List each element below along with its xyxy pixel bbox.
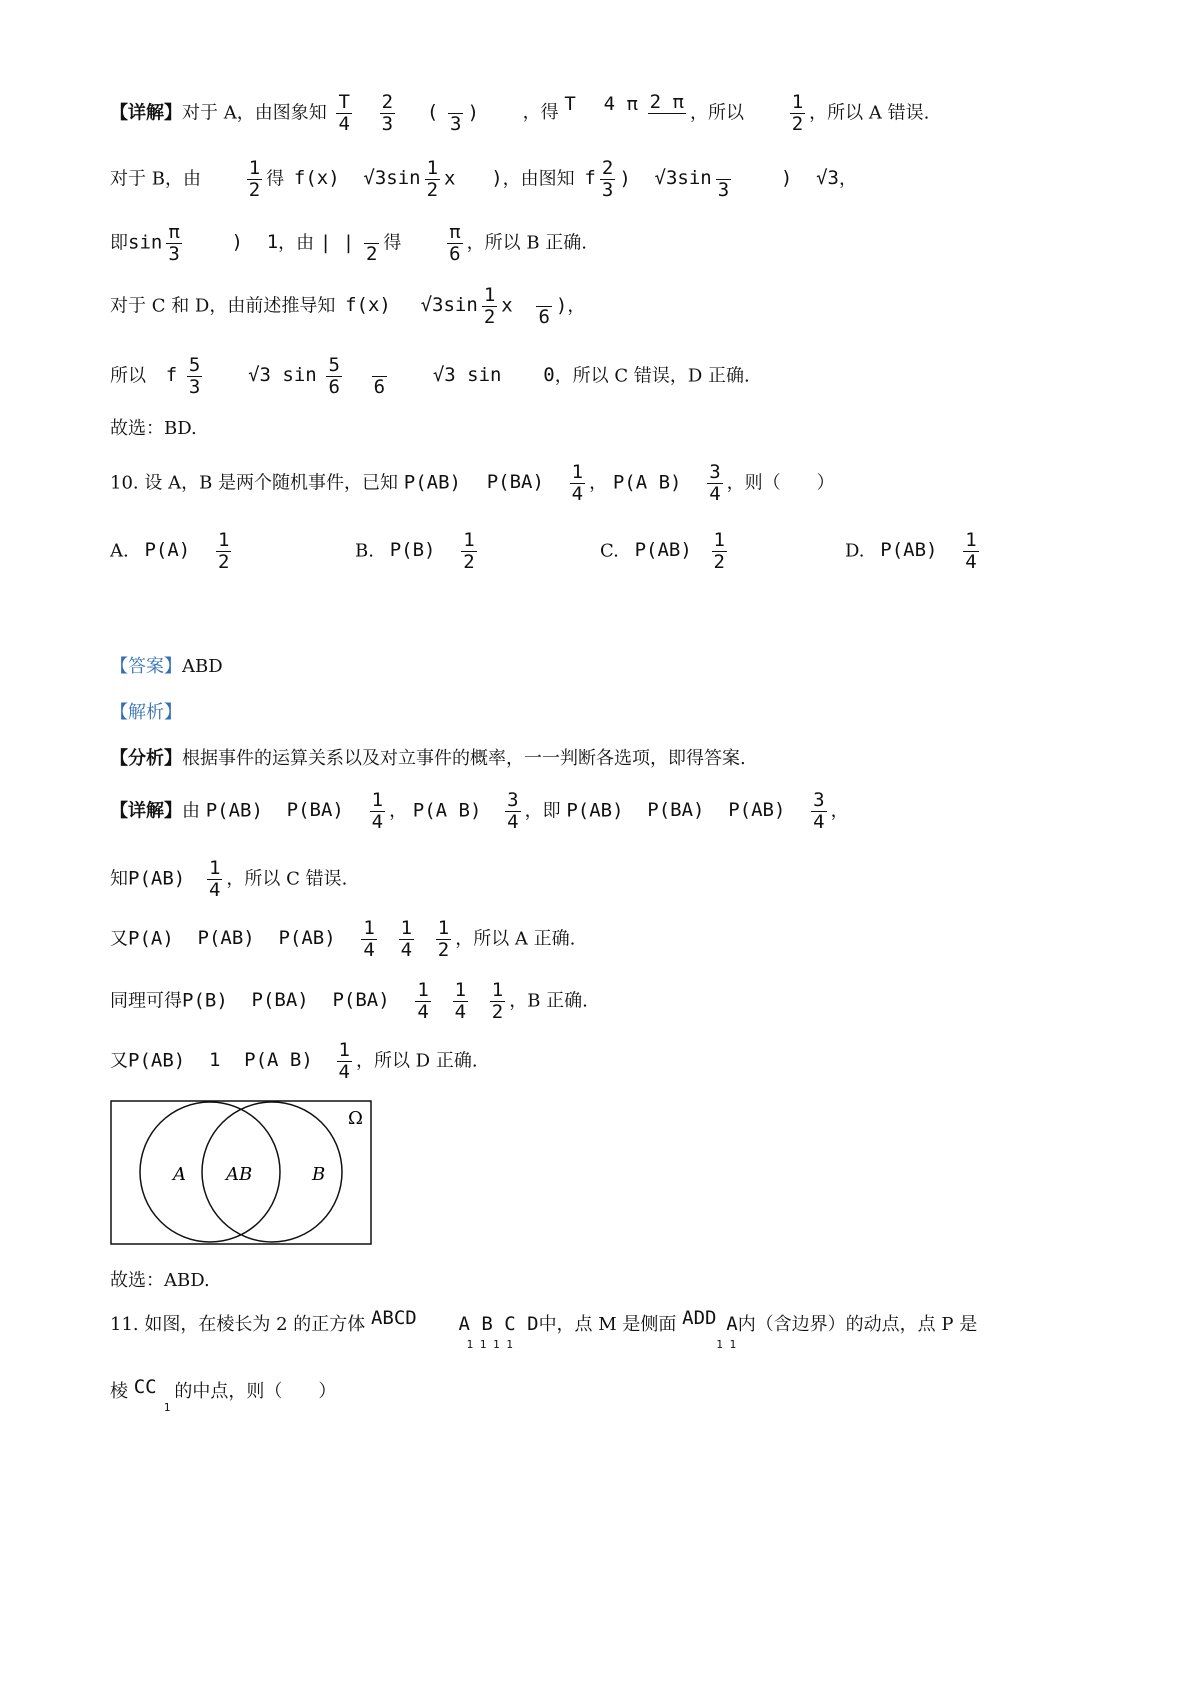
text: 所以 (110, 365, 146, 387)
number: 1 (266, 231, 279, 254)
option-c[interactable]: C. P(AB) $\frac{1}{2}$ (600, 529, 725, 573)
text: ，所以 C 错误，D 正确. (554, 365, 750, 387)
paren: ) (231, 231, 243, 254)
paren: ) (780, 167, 793, 190)
omega-label: Ω (348, 1108, 363, 1129)
expr: √3 (816, 167, 839, 190)
expr: 4 π (603, 93, 638, 116)
detail-tag: 【详解】 (110, 102, 182, 124)
var: f (584, 167, 596, 190)
text: ， (567, 295, 586, 317)
var: x (444, 167, 456, 190)
venn-diagram (110, 1100, 372, 1245)
fraction: $\frac{1}{4}$ (363, 917, 375, 961)
label-ab: AB (226, 1164, 253, 1185)
fraction: $\frac{1}{2}$ (713, 529, 725, 573)
expr: √3 sin (432, 364, 502, 387)
answer-value: ABD (182, 656, 223, 677)
var: f (165, 364, 178, 387)
detail-line-3 (110, 222, 587, 265)
same-line: 同理可得P(B) P(BA) P(BA) $\frac{1}{4}$ $\frac{1}{4}$ $\frac{1}{2}$ ，B 正确. (110, 979, 588, 1023)
fraction: $\frac{1}{2}$ (437, 917, 450, 961)
paren: ) (555, 294, 568, 317)
fraction: $\frac{2}{3}$ (381, 91, 394, 135)
expr: P(A B) (612, 471, 682, 494)
fraction: $\frac{5}{6}$ (328, 354, 340, 398)
fraction: $\frac{1}{4}$ (571, 461, 584, 505)
fraction: $\frac{T}{4}$ (338, 91, 350, 135)
expr: √3sin (420, 294, 478, 317)
fraction: $\frac{1}{2}$ (248, 157, 261, 201)
question-11-cont: 棱 CC 1 的中点，则（ ） (110, 1376, 337, 1414)
detail2-line: 【详解】由 P(AB) P(BA) $\frac{1}{4}$ ， P(A B) $\frac{3}{4}$ ，即 P(AB) P(BA) P(AB) $\frac{3}{4}$ ， (110, 789, 849, 833)
text: 对于 C 和 D，由前述推导知 (110, 295, 336, 317)
fraction: $\frac{1}{2}$ (463, 529, 475, 573)
choose-abd: 故选：ABD. (110, 1270, 210, 1291)
text: ，所以 B 正确. (466, 232, 587, 254)
analysis-tag: 【解析】 (110, 702, 182, 723)
fraction: 2 (364, 222, 379, 265)
paren: ) (491, 167, 503, 190)
label-b: B (312, 1164, 326, 1185)
detail-line-4 (110, 285, 585, 328)
expr: P(AB) (403, 471, 461, 494)
text: ，所以 A 错误. (809, 102, 930, 124)
paren: ( (426, 101, 439, 124)
again2-line: 又P(AB) 1 P(A B) $\frac{1}{4}$ ，所以 D 正确. (110, 1039, 478, 1083)
abs-bars: | | (319, 231, 355, 254)
fraction: $\frac{1}{4}$ (400, 917, 413, 961)
text: ，则（ ） (726, 472, 835, 494)
expr: sin (128, 231, 163, 254)
fraction: 3 (716, 158, 731, 201)
question-10: 10. 设 A，B 是两个随机事件，已知 P(AB) P(BA) $\frac{1}{4}$ ， P(A B) $\frac{3}{4}$ ，则（ ） (110, 461, 835, 505)
expr: f(x) (293, 167, 340, 190)
var: T (564, 93, 576, 116)
detail-line-5 (110, 355, 750, 398)
fraction: $\frac{2}{3}$ (601, 157, 614, 201)
fraction: $\frac{1}{4}$ (208, 857, 221, 901)
paren: ) (467, 101, 479, 124)
fraction: $\frac{3}{4}$ (709, 461, 721, 505)
expr: √3sin (654, 167, 712, 190)
question-11: 11. 如图，在棱长为 2 的正方体 ABCD A B C D 1 1 1 1 中，点 M 是侧面 ADD A 1 1 内（含边界）的动点，点 P 是 (110, 1307, 978, 1351)
fraction: $\frac{1}{2}$ (217, 529, 230, 573)
fraction: 6 (372, 355, 387, 398)
text: ，由图知 (502, 168, 575, 190)
expr: P(BA) (486, 471, 544, 494)
fraction: 3 (448, 92, 463, 135)
text: ，所以 (689, 102, 744, 124)
text: ，得 (522, 102, 559, 124)
fraction: 2 π (649, 91, 684, 113)
option-b[interactable]: B. P(B) $\frac{1}{2}$ (355, 529, 475, 573)
fraction: $\frac{5}{3}$ (188, 354, 201, 398)
fraction: $\frac{1}{4}$ (965, 529, 977, 573)
choose-bd: 故选：BD. (110, 418, 197, 439)
answer-line (110, 658, 223, 676)
text: ， (838, 168, 857, 190)
circle-a (140, 1102, 280, 1242)
fraction: $\frac{1}{4}$ (417, 979, 429, 1023)
fraction: 6 (536, 285, 551, 328)
expr: √3 sin (248, 364, 317, 387)
analysis-line: 【分析】根据事件的运算关系以及对立事件的概率，一一判断各选项，即得答案. (110, 748, 746, 769)
text: ，由 (278, 232, 315, 254)
text: 对于 A，由图象知 (182, 102, 327, 124)
again1-line: 又P(A) P(AB) P(AB) $\frac{1}{4}$ $\frac{1}{4}$ $\frac{1}{2}$ ，所以 A 正确. (110, 917, 576, 961)
label-a: A (173, 1164, 186, 1185)
fraction: $\frac{1}{2}$ (483, 284, 496, 328)
paren: ) (619, 167, 631, 190)
fraction: $\frac{3}{4}$ (813, 789, 825, 833)
option-a[interactable]: A. P(A) $\frac{1}{2}$ (110, 529, 230, 573)
fraction: $\frac{\pi}{6}$ (449, 221, 461, 265)
fraction: $\frac{1}{4}$ (371, 789, 384, 833)
text: 即 (110, 232, 128, 254)
answer-tag: 【答案】 (110, 656, 182, 677)
text: 得 (383, 232, 402, 254)
detail-line-1 (110, 92, 929, 135)
number: 0 (543, 364, 555, 387)
text: 对于 B，由 (110, 168, 201, 190)
option-d[interactable]: D. P(AB) $\frac{1}{4}$ (845, 529, 977, 573)
fraction: $\frac{1}{2}$ (426, 157, 439, 201)
fraction: $\frac{1}{2}$ (791, 91, 804, 135)
know-line: 知P(AB) $\frac{1}{4}$ ，所以 C 错误. (110, 857, 348, 901)
fraction: $\frac{3}{4}$ (507, 789, 519, 833)
fraction: $\frac{1}{2}$ (491, 979, 504, 1023)
fraction: $\frac{1}{4}$ (338, 1039, 350, 1083)
var: x (501, 294, 513, 317)
expr: f(x) (345, 294, 391, 317)
fraction: $\frac{\pi}{3}$ (168, 221, 180, 265)
detail-line-2 (110, 158, 857, 201)
text: 得 (266, 168, 285, 190)
expr: √3sin (363, 167, 421, 190)
text: 10. 设 A，B 是两个随机事件，已知 (110, 472, 399, 494)
fraction: $\frac{1}{4}$ (454, 979, 467, 1023)
